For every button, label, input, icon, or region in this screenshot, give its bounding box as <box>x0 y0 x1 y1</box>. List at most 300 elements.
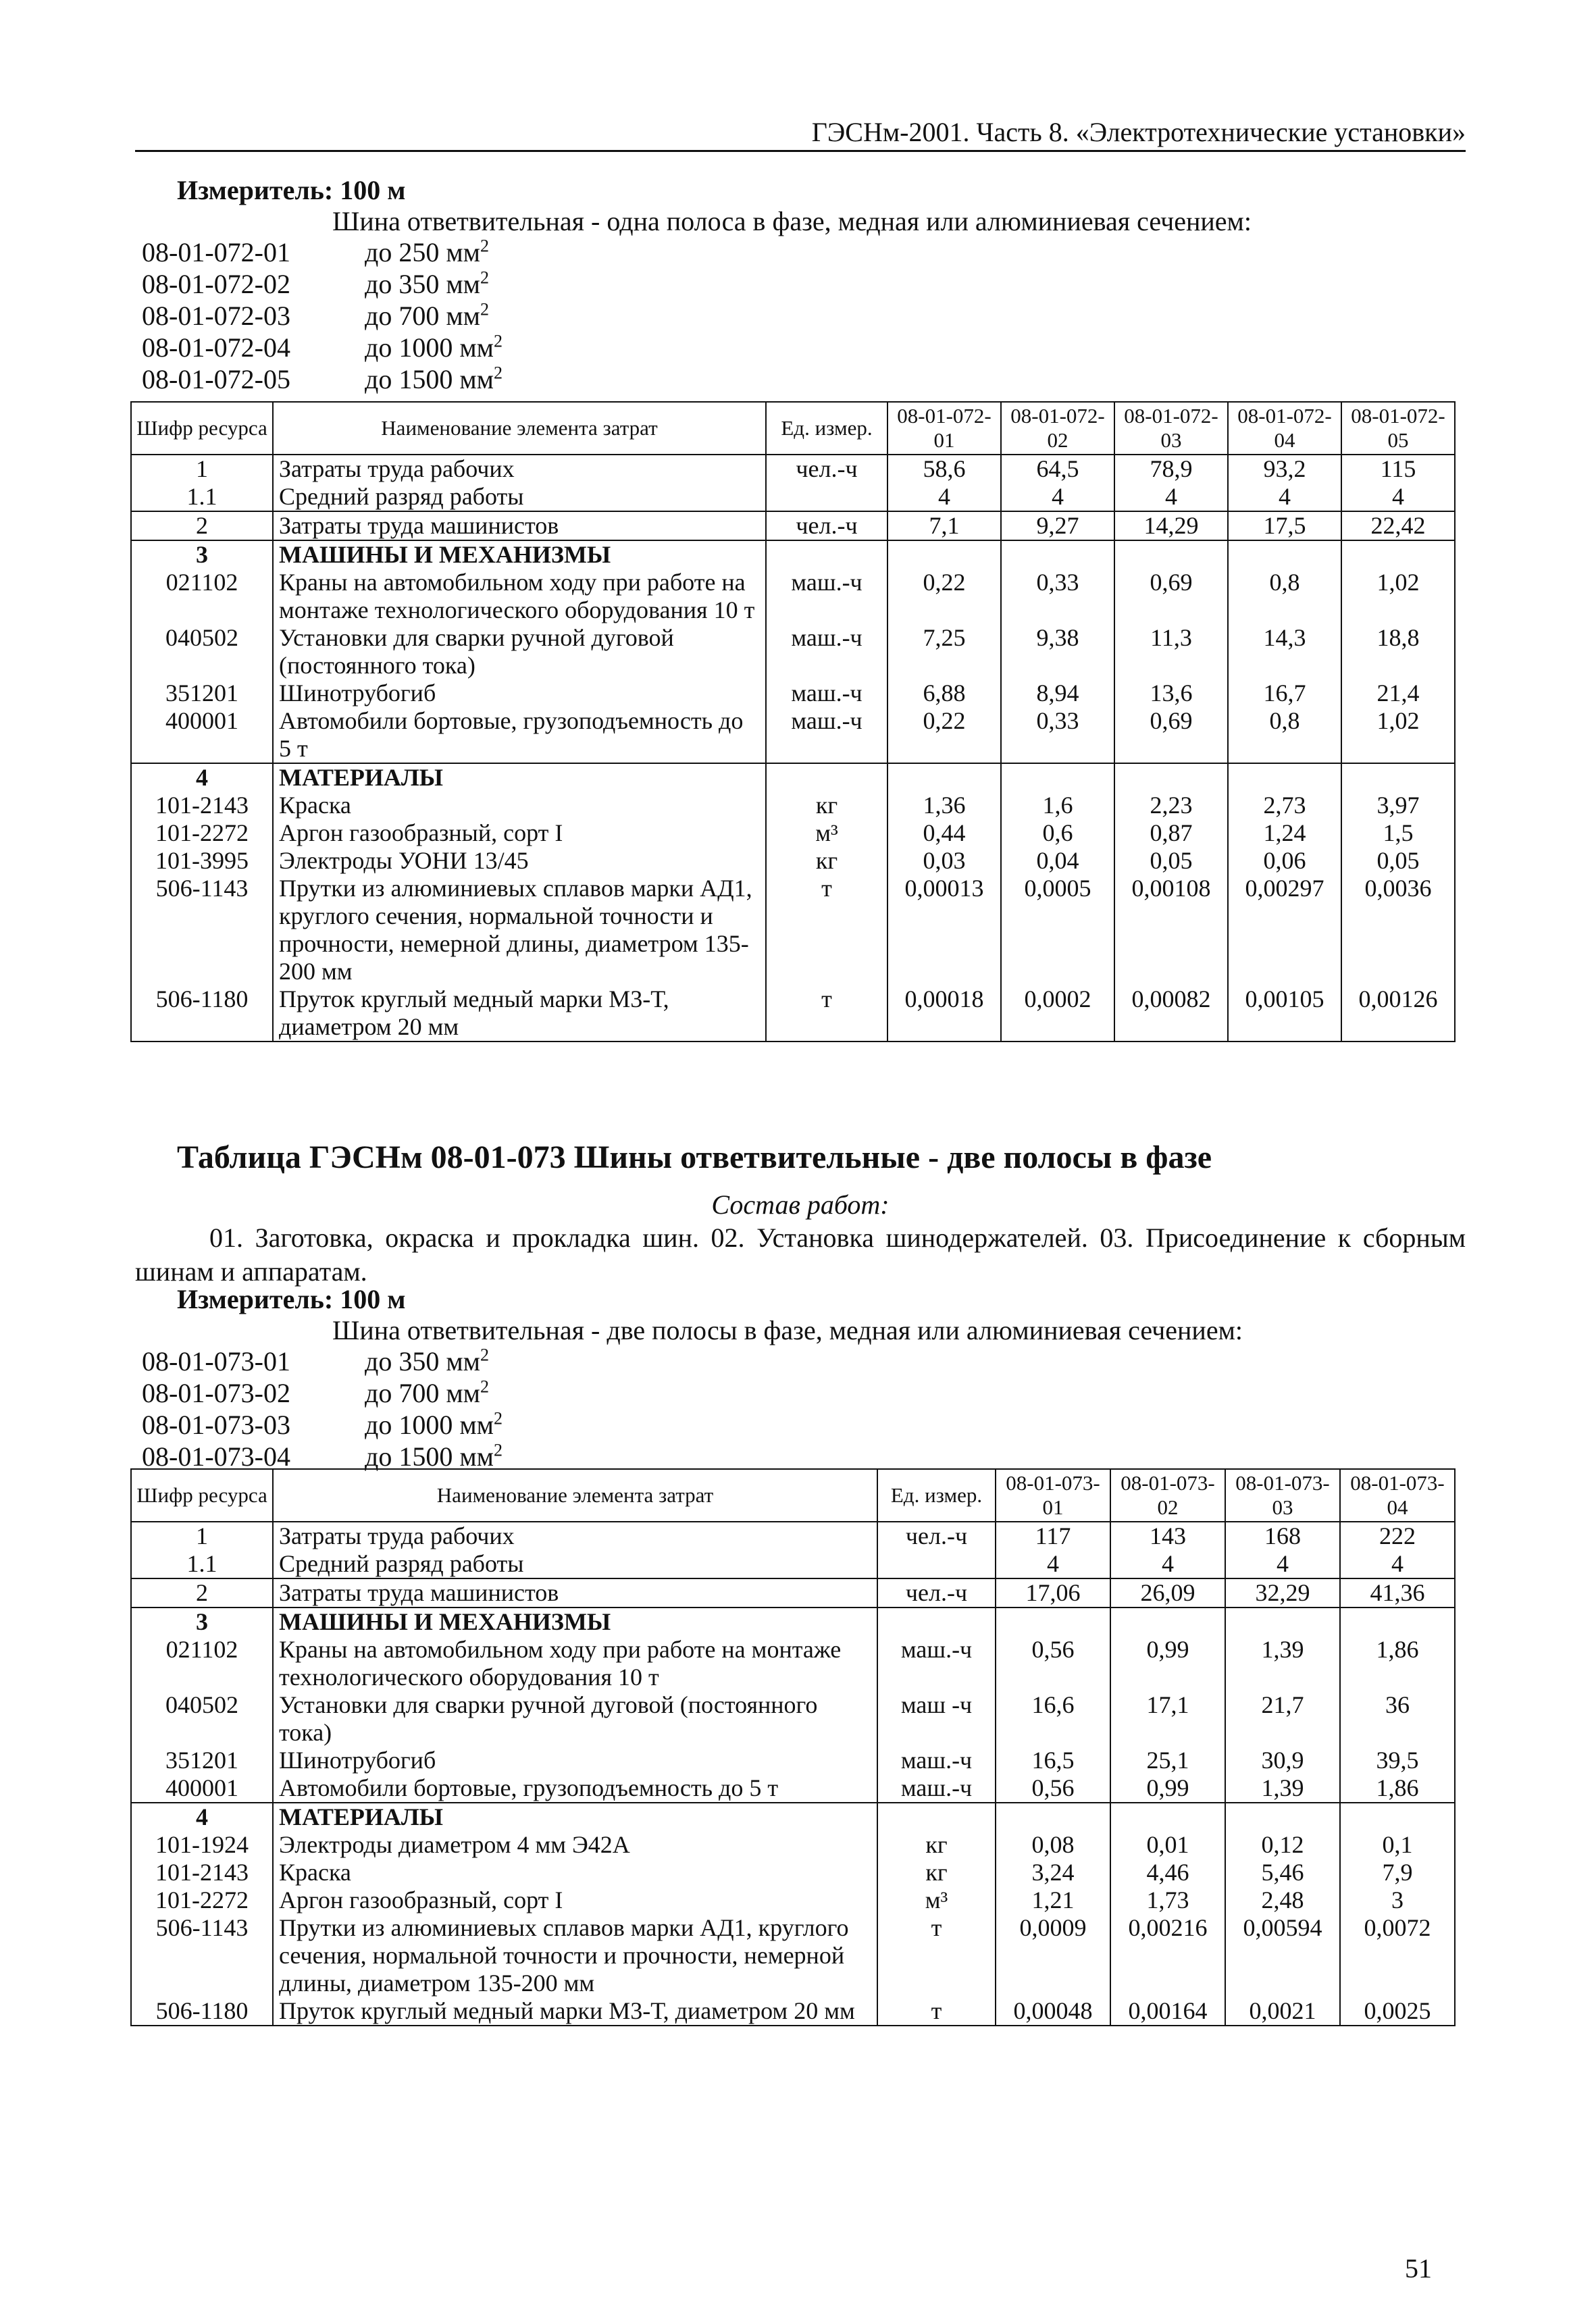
unit-superscript: 2 <box>493 1408 503 1429</box>
table-row <box>131 624 1455 679</box>
value-cell: 143 <box>1110 1522 1225 1550</box>
table-row <box>131 1859 1455 1886</box>
value-cell: 117 <box>996 1522 1110 1550</box>
value-cell: 0,1 <box>1340 1831 1455 1859</box>
value-cell: 21,7 <box>1225 1691 1340 1747</box>
value-cell: 2,23 <box>1114 792 1228 819</box>
cost-element-cell: Средний разряд работы <box>273 483 766 511</box>
cost-element-cell: Пруток круглый медный марки М3-Т, диаметром 20 мм <box>273 985 766 1042</box>
value-cell: 17,5 <box>1228 511 1341 540</box>
section-range: до 350 $мм^2$ <box>365 267 489 299</box>
cost-element-cell: Шинотрубогиб <box>273 679 766 707</box>
unit-cell <box>877 1550 996 1578</box>
resource-code-cell: 506-1143 <box>131 1914 273 1997</box>
value-cell: 32,29 <box>1225 1578 1340 1608</box>
resource-table-2 <box>130 1468 1456 2026</box>
value-cell: 0,05 <box>1341 847 1455 875</box>
value-cell: 0,33 <box>1001 569 1114 624</box>
resource-code-cell: 101-2272 <box>131 819 273 847</box>
table-row <box>131 1578 1455 1608</box>
table-row <box>131 1522 1455 1550</box>
header-rule <box>135 150 1466 152</box>
column-header: 08-01-072-04 <box>1228 402 1341 455</box>
value-cell: 0,00048 <box>996 1997 1110 2026</box>
table-header-row <box>131 1469 1455 1522</box>
cost-element-cell: Электроды диаметром 4 мм Э42А <box>273 1831 877 1859</box>
value-cell: 0,00297 <box>1228 875 1341 985</box>
column-header: 08-01-072-02 <box>1001 402 1114 455</box>
value-cell: 11,3 <box>1114 624 1228 679</box>
value-cell: 17,06 <box>996 1578 1110 1608</box>
unit-cell: кг <box>766 847 887 875</box>
table-row <box>131 819 1455 847</box>
value-cell: 26,09 <box>1110 1578 1225 1608</box>
value-cell <box>1225 1608 1340 1636</box>
unit-superscript: 2 <box>493 363 503 383</box>
column-header: 08-01-073-02 <box>1110 1469 1225 1522</box>
table-row <box>131 1831 1455 1859</box>
value-cell <box>1001 540 1114 569</box>
cost-element-cell: Автомобили бортовые, грузоподъемность до 5 т <box>273 1774 877 1803</box>
code-number: 08-01-072-04 <box>142 332 290 363</box>
value-cell: 1,86 <box>1340 1636 1455 1691</box>
unit-cell: т <box>877 1914 996 1997</box>
code-row <box>142 1377 503 1409</box>
unit-cell: чел.-ч <box>766 455 887 483</box>
value-cell: 3 <box>1340 1886 1455 1914</box>
cost-element-cell: Аргон газообразный, сорт I <box>273 1886 877 1914</box>
value-cell: 9,27 <box>1001 511 1114 540</box>
value-cell: 1,73 <box>1110 1886 1225 1914</box>
code-number: 08-01-073-02 <box>142 1378 290 1408</box>
resource-code-cell: 040502 <box>131 1691 273 1747</box>
table-row <box>131 1636 1455 1691</box>
resource-code-cell: 101-2143 <box>131 792 273 819</box>
value-cell <box>996 1608 1110 1636</box>
table-row <box>131 847 1455 875</box>
table-row <box>131 1886 1455 1914</box>
cost-element-cell: МАШИНЫ И МЕХАНИЗМЫ <box>273 1608 877 1636</box>
code-number: 08-01-072-05 <box>142 364 290 394</box>
value-cell: 0,0002 <box>1001 985 1114 1042</box>
unit-cell: маш.-ч <box>877 1747 996 1774</box>
value-cell: 0,12 <box>1225 1831 1340 1859</box>
value-cell: 2,48 <box>1225 1886 1340 1914</box>
unit-superscript: 2 <box>480 267 489 288</box>
value-cell: 0,05 <box>1114 847 1228 875</box>
value-cell: 0,04 <box>1001 847 1114 875</box>
value-cell: 14,3 <box>1228 624 1341 679</box>
table-header-row <box>131 402 1455 455</box>
value-cell: 17,1 <box>1110 1691 1225 1747</box>
table-title: Таблица ГЭСНм 08-01-073 Шины ответвительные - две полосы в фазе <box>177 1139 1212 1175</box>
value-cell: 0,0072 <box>1340 1914 1455 1997</box>
cost-element-cell: МАТЕРИАЛЫ <box>273 763 766 792</box>
cost-element-cell: Автомобили бортовые, грузоподъемность до 5 т <box>273 707 766 763</box>
value-cell: 4 <box>1225 1550 1340 1578</box>
value-cell: 18,8 <box>1341 624 1455 679</box>
unit-cell: т <box>877 1997 996 2026</box>
code-row <box>142 300 503 332</box>
table-row <box>131 1774 1455 1803</box>
table-row <box>131 1550 1455 1578</box>
value-cell: 0,0005 <box>1001 875 1114 985</box>
value-cell: 8,94 <box>1001 679 1114 707</box>
value-cell: 1,5 <box>1341 819 1455 847</box>
table-row <box>131 792 1455 819</box>
value-cell: 3,97 <box>1341 792 1455 819</box>
page-header: ГЭСНм-2001. Часть 8. «Электротехнические установки» <box>811 117 1466 147</box>
value-cell: 4 <box>1228 483 1341 511</box>
value-cell: 0,56 <box>996 1636 1110 1691</box>
resource-code-cell: 1 <box>131 455 273 483</box>
section-range: до 1000 $мм^2$ <box>365 331 503 363</box>
code-row <box>142 363 503 395</box>
value-cell: 0,06 <box>1228 847 1341 875</box>
value-cell: 4 <box>1001 483 1114 511</box>
value-cell: 4 <box>1110 1550 1225 1578</box>
value-cell: 0,00126 <box>1341 985 1455 1042</box>
value-cell: 0,00013 <box>887 875 1001 985</box>
value-cell: 0,0009 <box>996 1914 1110 1997</box>
code-row <box>142 268 503 300</box>
value-cell: 64,5 <box>1001 455 1114 483</box>
value-cell <box>1001 763 1114 792</box>
section-range: до 1000 $мм^2$ <box>365 1408 503 1440</box>
resource-code-cell: 1 <box>131 1522 273 1550</box>
resource-code-cell: 101-2272 <box>131 1886 273 1914</box>
resource-code-cell: 1.1 <box>131 1550 273 1578</box>
resource-code-cell: 3 <box>131 540 273 569</box>
cost-element-cell: Прутки из алюминиевых сплавов марки АД1, круглого сечения, нормальной точности и прочности, немерной длины, диаметром 135-200 мм <box>273 875 766 985</box>
value-cell <box>1341 763 1455 792</box>
resource-code-cell: 2 <box>131 1578 273 1608</box>
value-cell: 78,9 <box>1114 455 1228 483</box>
resource-code-cell: 021102 <box>131 1636 273 1691</box>
column-header: Шифр ресурса <box>131 1469 273 1522</box>
value-cell <box>1341 540 1455 569</box>
value-cell: 7,1 <box>887 511 1001 540</box>
cost-element-cell: Установки для сварки ручной дуговой (постоянного тока) <box>273 1691 877 1747</box>
value-cell: 1,86 <box>1340 1774 1455 1803</box>
unit-superscript: 2 <box>480 299 489 319</box>
value-cell: 0,01 <box>1110 1831 1225 1859</box>
resource-code-cell: 351201 <box>131 1747 273 1774</box>
code-number: 08-01-072-01 <box>142 237 290 267</box>
code-row <box>142 1409 503 1441</box>
column-header: Наименование элемента затрат <box>273 1469 877 1522</box>
value-cell: 1,6 <box>1001 792 1114 819</box>
value-cell: 0,00105 <box>1228 985 1341 1042</box>
value-cell: 168 <box>1225 1522 1340 1550</box>
unit-cell: маш.-ч <box>766 707 887 763</box>
code-row <box>142 1441 503 1472</box>
cost-element-cell: МАТЕРИАЛЫ <box>273 1803 877 1831</box>
value-cell <box>996 1803 1110 1831</box>
unit-superscript: 2 <box>480 236 489 256</box>
column-header: 08-01-073-04 <box>1340 1469 1455 1522</box>
resource-code-cell: 101-2143 <box>131 1859 273 1886</box>
value-cell: 4 <box>1340 1550 1455 1578</box>
section-range: до 350 $мм^2$ <box>365 1345 489 1377</box>
cost-element-cell: Краска <box>273 792 766 819</box>
resource-code-cell: 4 <box>131 763 273 792</box>
value-cell <box>1225 1803 1340 1831</box>
value-cell: 41,36 <box>1340 1578 1455 1608</box>
unit-cell <box>766 540 887 569</box>
unit-cell <box>766 483 887 511</box>
value-cell: 0,03 <box>887 847 1001 875</box>
value-cell: 39,5 <box>1340 1747 1455 1774</box>
value-cell: 7,9 <box>1340 1859 1455 1886</box>
table-row <box>131 707 1455 763</box>
table-row <box>131 1997 1455 2026</box>
value-cell: 0,69 <box>1114 569 1228 624</box>
value-cell: 25,1 <box>1110 1747 1225 1774</box>
resource-code-cell: 021102 <box>131 569 273 624</box>
value-cell: 0,56 <box>996 1774 1110 1803</box>
unit-cell: маш.-ч <box>766 679 887 707</box>
value-cell: 2,73 <box>1228 792 1341 819</box>
unit-cell: кг <box>877 1831 996 1859</box>
value-cell: 30,9 <box>1225 1747 1340 1774</box>
resource-code-cell: 101-1924 <box>131 1831 273 1859</box>
description-2: Шина ответвительная - две полосы в фазе, медная или алюминиевая сечением: <box>332 1315 1243 1345</box>
code-row <box>142 236 503 268</box>
column-header: Ед. измер. <box>877 1469 996 1522</box>
code-row <box>142 332 503 363</box>
value-cell: 0,0036 <box>1341 875 1455 985</box>
code-number: 08-01-072-02 <box>142 269 290 299</box>
unit-superscript: 2 <box>493 331 503 351</box>
value-cell: 0,00018 <box>887 985 1001 1042</box>
table-row <box>131 1608 1455 1636</box>
value-cell: 0,33 <box>1001 707 1114 763</box>
cost-element-cell: Краны на автомобильном ходу при работе на монтаже технологического оборудования 10 т <box>273 1636 877 1691</box>
column-header: 08-01-072-03 <box>1114 402 1228 455</box>
unit-superscript: 2 <box>480 1345 489 1365</box>
table-row <box>131 1803 1455 1831</box>
cost-element-cell: Шинотрубогиб <box>273 1747 877 1774</box>
value-cell: 4 <box>996 1550 1110 1578</box>
table-row <box>131 569 1455 624</box>
resource-code-cell: 351201 <box>131 679 273 707</box>
value-cell: 0,44 <box>887 819 1001 847</box>
resource-code-cell: 2 <box>131 511 273 540</box>
value-cell: 21,4 <box>1341 679 1455 707</box>
section-range: до 1500 $мм^2$ <box>365 363 503 394</box>
value-cell: 16,6 <box>996 1691 1110 1747</box>
unit-cell: чел.-ч <box>766 511 887 540</box>
resource-code-cell: 101-3995 <box>131 847 273 875</box>
cost-element-cell: Пруток круглый медный марки М3-Т, диаметром 20 мм <box>273 1997 877 2026</box>
page-number: 51 <box>1405 2253 1432 2284</box>
code-number: 08-01-073-03 <box>142 1410 290 1440</box>
value-cell: 222 <box>1340 1522 1455 1550</box>
value-cell: 0,8 <box>1228 569 1341 624</box>
resource-code-cell: 4 <box>131 1803 273 1831</box>
table-row <box>131 875 1455 985</box>
unit-superscript: 2 <box>480 1377 489 1397</box>
column-header: 08-01-072-01 <box>887 402 1001 455</box>
unit-cell: т <box>766 875 887 985</box>
resource-code-cell: 506-1180 <box>131 985 273 1042</box>
value-cell: 0,69 <box>1114 707 1228 763</box>
value-cell <box>1228 540 1341 569</box>
value-cell: 0,22 <box>887 569 1001 624</box>
table-row <box>131 1691 1455 1747</box>
value-cell: 115 <box>1341 455 1455 483</box>
column-header: 08-01-072-05 <box>1341 402 1455 455</box>
value-cell: 14,29 <box>1114 511 1228 540</box>
value-cell <box>887 763 1001 792</box>
table-row <box>131 1914 1455 1997</box>
column-header: 08-01-073-03 <box>1225 1469 1340 1522</box>
value-cell: 4 <box>887 483 1001 511</box>
value-cell: 0,87 <box>1114 819 1228 847</box>
value-cell: 7,25 <box>887 624 1001 679</box>
code-number: 08-01-073-01 <box>142 1346 290 1377</box>
value-cell: 1,02 <box>1341 569 1455 624</box>
value-cell: 22,42 <box>1341 511 1455 540</box>
value-cell: 13,6 <box>1114 679 1228 707</box>
value-cell: 93,2 <box>1228 455 1341 483</box>
value-cell: 5,46 <box>1225 1859 1340 1886</box>
value-cell: 9,38 <box>1001 624 1114 679</box>
code-row <box>142 1345 503 1377</box>
measurer-label-2: Измеритель: 100 м <box>177 1284 406 1314</box>
unit-cell <box>877 1608 996 1636</box>
work-composition-text: 01. Заготовка, окраска и прокладка шин. 02. Установка шинодержателей. 03. Присоединение к сборным шинам и аппаратам. <box>135 1223 1466 1287</box>
value-cell: 0,8 <box>1228 707 1341 763</box>
value-cell <box>1340 1608 1455 1636</box>
value-cell: 4,46 <box>1110 1859 1225 1886</box>
cost-element-cell: Краска <box>273 1859 877 1886</box>
value-cell: 4 <box>1114 483 1228 511</box>
cost-element-cell: Затраты труда машинистов <box>273 511 766 540</box>
value-cell: 1,02 <box>1341 707 1455 763</box>
resource-code-cell: 040502 <box>131 624 273 679</box>
value-cell: 1,39 <box>1225 1636 1340 1691</box>
value-cell: 0,0025 <box>1340 1997 1455 2026</box>
value-cell: 0,0021 <box>1225 1997 1340 2026</box>
value-cell <box>887 540 1001 569</box>
cost-element-cell: Аргон газообразный, сорт I <box>273 819 766 847</box>
value-cell: 0,99 <box>1110 1774 1225 1803</box>
column-header: Шифр ресурса <box>131 402 273 455</box>
cost-element-cell: Прутки из алюминиевых сплавов марки АД1, круглого сечения, нормальной точности и прочности, немерной длины, диаметром 135-200 мм <box>273 1914 877 1997</box>
value-cell: 0,00082 <box>1114 985 1228 1042</box>
resource-code-cell: 506-1180 <box>131 1997 273 2026</box>
cost-element-cell: Затраты труда рабочих <box>273 1522 877 1550</box>
unit-cell: маш.-ч <box>766 569 887 624</box>
cost-element-cell: Затраты труда рабочих <box>273 455 766 483</box>
table-row <box>131 763 1455 792</box>
table-row <box>131 1747 1455 1774</box>
section-range: до 700 $мм^2$ <box>365 1377 489 1408</box>
table-row <box>131 679 1455 707</box>
table-row <box>131 483 1455 511</box>
unit-cell: м³ <box>877 1886 996 1914</box>
value-cell: 1,39 <box>1225 1774 1340 1803</box>
table-row <box>131 455 1455 483</box>
value-cell: 0,22 <box>887 707 1001 763</box>
value-cell: 16,7 <box>1228 679 1341 707</box>
unit-cell: маш.-ч <box>766 624 887 679</box>
unit-cell: маш.-ч <box>877 1636 996 1691</box>
measurer-label-1: Измеритель: 100 м <box>177 175 406 205</box>
value-cell: 36 <box>1340 1691 1455 1747</box>
section-range: до 1500 $мм^2$ <box>365 1440 503 1472</box>
resource-code-cell: 400001 <box>131 707 273 763</box>
value-cell: 3,24 <box>996 1859 1110 1886</box>
table-row <box>131 511 1455 540</box>
unit-cell: чел.-ч <box>877 1578 996 1608</box>
unit-cell: т <box>766 985 887 1042</box>
resource-code-cell: 400001 <box>131 1774 273 1803</box>
cost-element-cell: Средний разряд работы <box>273 1550 877 1578</box>
cost-element-cell: МАШИНЫ И МЕХАНИЗМЫ <box>273 540 766 569</box>
unit-cell <box>766 763 887 792</box>
unit-superscript: 2 <box>493 1440 503 1460</box>
unit-cell: чел.-ч <box>877 1522 996 1550</box>
resource-code-cell: 1.1 <box>131 483 273 511</box>
value-cell: 0,00594 <box>1225 1914 1340 1997</box>
value-cell: 1,24 <box>1228 819 1341 847</box>
resource-code-cell: 3 <box>131 1608 273 1636</box>
value-cell <box>1110 1803 1225 1831</box>
value-cell: 0,00216 <box>1110 1914 1225 1997</box>
value-cell <box>1114 540 1228 569</box>
table-row <box>131 540 1455 569</box>
section-range: до 250 $мм^2$ <box>365 236 489 267</box>
resource-table-1 <box>130 401 1456 1042</box>
value-cell: 16,5 <box>996 1747 1110 1774</box>
work-composition-label: Состав работ: <box>711 1189 890 1220</box>
value-cell: 0,08 <box>996 1831 1110 1859</box>
section-range: до 700 $мм^2$ <box>365 299 489 331</box>
value-cell: 0,00108 <box>1114 875 1228 985</box>
unit-cell <box>877 1803 996 1831</box>
value-cell: 0,00164 <box>1110 1997 1225 2026</box>
column-header: Ед. измер. <box>766 402 887 455</box>
unit-cell: маш.-ч <box>877 1774 996 1803</box>
cost-element-cell: Затраты труда машинистов <box>273 1578 877 1608</box>
description-1: Шина ответвительная - одна полоса в фазе, медная или алюминиевая сечением: <box>332 206 1252 236</box>
code-number: 08-01-073-04 <box>142 1441 290 1472</box>
cost-element-cell: Электроды УОНИ 13/45 <box>273 847 766 875</box>
value-cell <box>1114 763 1228 792</box>
cost-element-cell: Установки для сварки ручной дуговой (постоянного тока) <box>273 624 766 679</box>
value-cell: 0,99 <box>1110 1636 1225 1691</box>
value-cell: 1,21 <box>996 1886 1110 1914</box>
column-header: Наименование элемента затрат <box>273 402 766 455</box>
column-header: 08-01-073-01 <box>996 1469 1110 1522</box>
table-row <box>131 985 1455 1042</box>
code-number: 08-01-072-03 <box>142 301 290 331</box>
unit-cell: кг <box>766 792 887 819</box>
value-cell: 58,6 <box>887 455 1001 483</box>
value-cell: 4 <box>1341 483 1455 511</box>
cost-element-cell: Краны на автомобильном ходу при работе на монтаже технологического оборудования 10 т <box>273 569 766 624</box>
unit-cell: маш -ч <box>877 1691 996 1747</box>
value-cell <box>1340 1803 1455 1831</box>
code-list-2 <box>142 1345 503 1472</box>
value-cell: 1,36 <box>887 792 1001 819</box>
code-list-1 <box>142 236 503 395</box>
resource-code-cell: 506-1143 <box>131 875 273 985</box>
value-cell <box>1110 1608 1225 1636</box>
